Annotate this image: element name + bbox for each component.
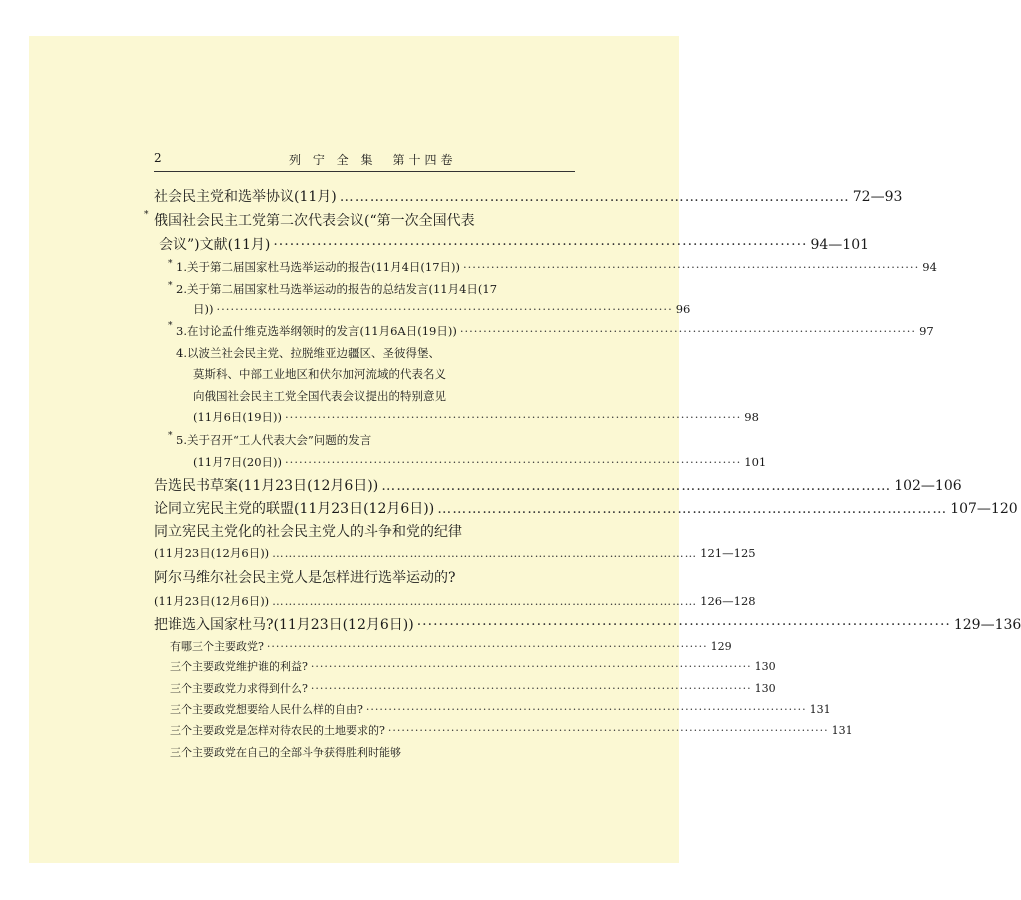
- toc-entry: [0, 210, 575, 230]
- toc-entry: [0, 301, 691, 317]
- entry-title: 三个主要政党想要给人民什么样的自由?: [170, 703, 363, 716]
- dot-leader: ··································································································: [416, 617, 951, 633]
- entry-title: 把谁选入国家杜马?(11月23日(12月6日)): [154, 617, 414, 633]
- entry-pages: 96: [675, 302, 691, 316]
- entry-title: (11月6日(19日)): [193, 410, 283, 424]
- entry-title: 有哪三个主要政党?: [170, 640, 264, 653]
- asterisk-mark: *: [144, 210, 149, 220]
- asterisk-mark: *: [168, 259, 173, 269]
- toc-entry: [0, 680, 776, 696]
- entry-pages: 101: [744, 455, 767, 469]
- entry-title: 2.关于第二届国家杜马选举运动的报告的总结发言(11月4日(17: [176, 282, 498, 296]
- entry-title: 三个主要政党在自己的全部斗争获得胜利时能够: [170, 746, 401, 759]
- book-title: 列 宁 全 集 第十四卷: [289, 153, 457, 167]
- toc-entry: [0, 567, 575, 587]
- entry-pages: 129: [710, 640, 732, 653]
- dot-leader: ··································································································: [285, 455, 742, 469]
- entry-title: 告选民书草案(11月23日(12月6日)): [154, 478, 379, 494]
- dot-leader: ··································································································: [216, 302, 673, 316]
- entry-title: 5.关于召开“工人代表大会”问题的发言: [176, 433, 372, 447]
- page-number: 2: [154, 151, 163, 165]
- entry-title: (11月7日(20日)): [193, 455, 283, 469]
- toc-entry: [0, 345, 575, 361]
- toc-entry: [0, 186, 903, 206]
- entry-pages: 107—120: [950, 501, 1018, 517]
- entry-title: 4.以波兰社会民主党、拉脱维亚边疆区、圣彼得堡、: [176, 346, 440, 360]
- entry-title: 三个主要政党维护谁的利益?: [170, 660, 308, 673]
- entry-pages: 94: [922, 260, 937, 274]
- toc-entry: [0, 323, 934, 339]
- entry-title: 三个主要政党是怎样对待农民的土地要求的?: [170, 724, 385, 737]
- entry-title: (11月23日(12月6日)): [154, 594, 270, 608]
- entry-title: 阿尔马维尔社会民主党人是怎样进行选举运动的?: [154, 570, 456, 586]
- dot-leader: ··································································································: [459, 324, 917, 338]
- toc-entry: [0, 722, 853, 738]
- dot-leader: ··································································································: [463, 260, 920, 274]
- dot-leader: …………………………………………………………………………………………: [339, 189, 850, 205]
- toc-entry: [0, 498, 1018, 518]
- dot-leader: ··································································································: [365, 703, 807, 716]
- entry-title: 莫斯科、中部工业地区和伏尔加河流域的代表名义: [193, 367, 446, 381]
- dot-leader: ··································································································: [285, 410, 742, 424]
- entry-pages: 130: [754, 660, 776, 673]
- toc-entry: [0, 454, 767, 470]
- entry-pages: 126—128: [700, 594, 756, 608]
- toc-entry: [0, 475, 962, 495]
- entry-title: 日)): [193, 302, 214, 316]
- toc-entry: [0, 593, 756, 609]
- entry-pages: 97: [919, 324, 934, 338]
- entry-title: 社会民主党和选举协议(11月): [154, 189, 337, 205]
- toc-entry: [0, 259, 937, 275]
- entry-pages: 131: [831, 724, 853, 737]
- entry-pages: 72—93: [852, 189, 903, 205]
- dot-leader: …………………………………………………………………………………………: [272, 594, 698, 608]
- running-header: [154, 151, 574, 169]
- dot-leader: ··································································································: [266, 640, 708, 653]
- toc-entry: [0, 432, 575, 448]
- entry-title: 三个主要政党力求得到什么?: [170, 682, 308, 695]
- entry-title: 论同立宪民主党的联盟(11月23日(12月6日)): [154, 501, 435, 517]
- toc-entry: [0, 281, 575, 297]
- asterisk-mark: *: [168, 321, 173, 331]
- entry-pages: 98: [744, 410, 759, 424]
- entry-pages: 130: [754, 682, 776, 695]
- entry-title: 俄国社会民主工党第二次代表会议(“第一次全国代表: [154, 213, 475, 229]
- entry-pages: 94—101: [810, 237, 870, 253]
- entry-pages: 131: [809, 703, 831, 716]
- header-rule: [154, 171, 575, 172]
- toc-entry: [0, 388, 575, 404]
- entry-pages: 121—125: [700, 546, 756, 560]
- entry-title: 同立宪民主党化的社会民主党人的斗争和党的纪律: [154, 524, 462, 540]
- dot-leader: ··································································································: [310, 660, 752, 673]
- dot-leader: ··································································································: [310, 682, 752, 695]
- entry-title: 1.关于第二届国家杜马选举运动的报告(11月4日(17日)): [176, 260, 460, 274]
- entry-title: 3.在讨论孟什维克选举纲领时的发言(11月6A日(19日)): [176, 324, 457, 338]
- entry-pages: 129—136: [953, 617, 1021, 633]
- toc-entry: [0, 366, 575, 382]
- toc-entry: [0, 545, 756, 561]
- entry-title: 会议”)文献(11月): [159, 237, 271, 253]
- dot-leader: …………………………………………………………………………………………: [437, 501, 948, 517]
- toc-entry: [0, 409, 759, 425]
- toc-entry: [0, 701, 831, 717]
- dot-leader: …………………………………………………………………………………………: [272, 546, 698, 560]
- dot-leader: ··································································································: [387, 724, 829, 737]
- entry-title: (11月23日(12月6日)): [154, 546, 270, 560]
- toc-entry: [0, 744, 575, 760]
- asterisk-mark: *: [168, 431, 173, 441]
- toc-entry: [0, 658, 776, 674]
- asterisk-mark: *: [168, 281, 173, 291]
- dot-leader: …………………………………………………………………………………………: [381, 478, 892, 494]
- toc-entry: [0, 614, 1021, 634]
- entry-pages: 102—106: [894, 478, 962, 494]
- toc-entry: [0, 234, 870, 254]
- entry-title: 向俄国社会民主工党全国代表会议提出的特别意见: [193, 389, 446, 403]
- toc-entry: [0, 521, 575, 541]
- toc-entry: [0, 638, 732, 654]
- dot-leader: ··································································································: [273, 237, 808, 253]
